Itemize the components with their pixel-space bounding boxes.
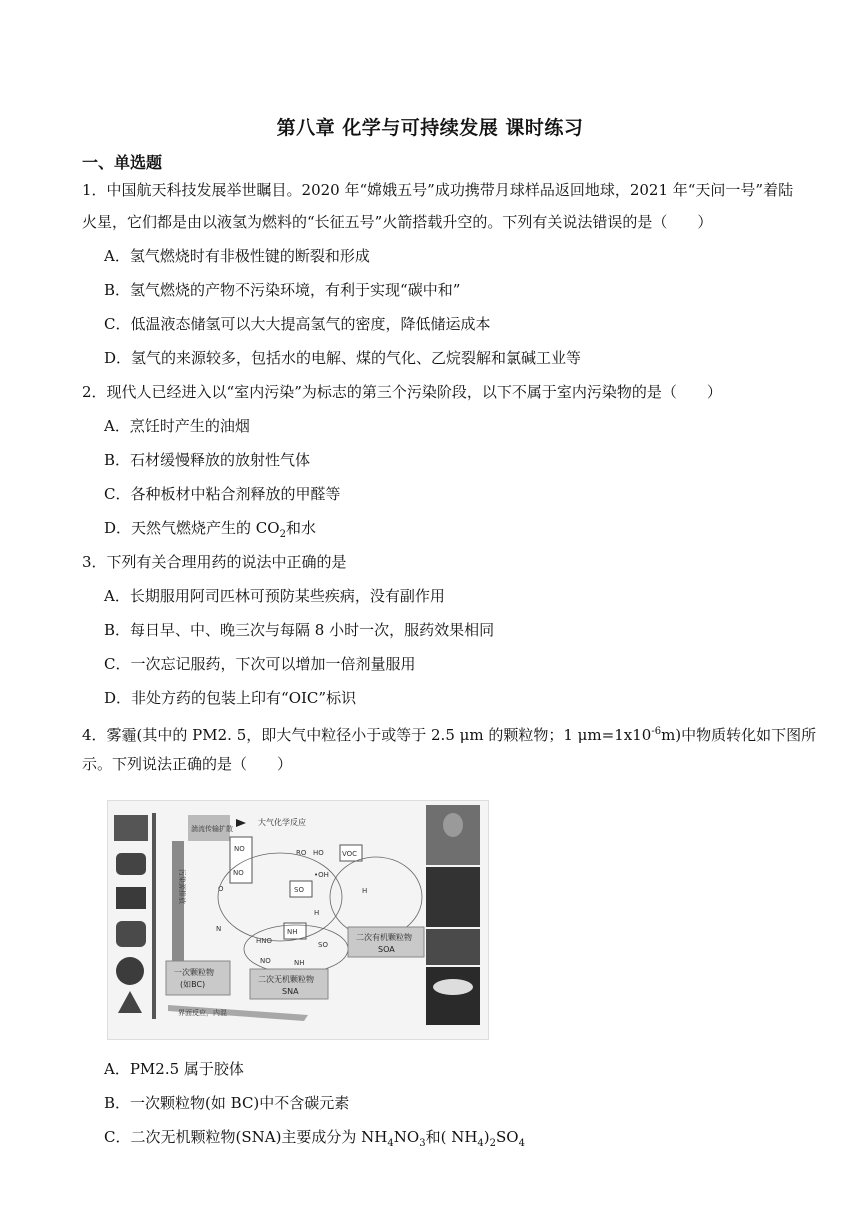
label-dilute: 湍流传输扩散	[191, 825, 233, 833]
q1-option-a: A．氢气燃烧时有非极性键的断裂和形成	[104, 247, 370, 265]
q4-stem-line1: 4．雾霾(其中的 PM2. 5，即大气中粒径小于或等于 2.5 μm 的颗粒物；1 $\mu m=1x10^{-6}m$)中物质转化如下图所	[82, 726, 817, 744]
svg-text:NO: NO	[233, 869, 244, 877]
q1-stem-line2: 火星，它们都是由以液氢为燃料的“长征五号”火箭搭载升空的。下列有关说法错误的是（ ）	[82, 213, 713, 231]
q3-option-d: D．非处方药的包装上印有“OIC”标识	[104, 689, 357, 707]
svg-text:N: N	[216, 925, 222, 933]
svg-text:NH: NH	[287, 928, 298, 936]
svg-text:NO: NO	[234, 845, 245, 853]
svg-text:•OH: •OH	[314, 871, 329, 879]
q1-option-b: B．氢气燃烧的产物不污染环境，有利于实现“碳中和”	[104, 281, 461, 299]
q4-option-c: C．二次无机颗粒物(SNA)主要成分为 $NH_4NO_3$和( $NH_4)_2SO_4$	[104, 1128, 525, 1149]
page-title: 第八章 化学与可持续发展 课时练习	[276, 117, 584, 139]
svg-text:SOA: SOA	[378, 945, 395, 954]
q1-option-c: C．低温液态储氢可以大大提高氢气的密度，降低储运成本	[104, 315, 491, 333]
svg-text:二次有机颗粒物: 二次有机颗粒物	[356, 933, 412, 942]
svg-text:HO: HO	[313, 849, 324, 857]
svg-text:(如BC): (如BC)	[180, 980, 206, 989]
label-interface: 界面反应，内混	[178, 1009, 227, 1017]
q4-option-b: B．一次颗粒物(如 BC)中不含碳元素	[104, 1094, 350, 1112]
svg-text:O: O	[218, 885, 224, 893]
svg-text:VOC: VOC	[342, 850, 358, 858]
section-heading: 一、单选题	[82, 153, 163, 172]
svg-text:HNO: HNO	[256, 937, 273, 945]
svg-text:RO: RO	[296, 849, 307, 857]
q2-option-b: B．石材缓慢释放的放射性气体	[104, 451, 311, 469]
q4-stem-line2: 示。下列说法正确的是（ ）	[82, 755, 293, 773]
svg-text:一次颗粒物: 一次颗粒物	[174, 968, 214, 977]
label-direct: 污染源排放	[178, 869, 186, 904]
q2-option-c: C．各种板材中粘合剂释放的甲醛等	[104, 485, 341, 503]
svg-text:NH: NH	[294, 959, 305, 967]
q1-option-d: D．氢气的来源较多，包括水的电解、煤的气化、乙烷裂解和氯碱工业等	[104, 349, 582, 367]
pollution-source-icons	[114, 815, 148, 1013]
effect-photos	[426, 805, 480, 1025]
label-atmos: 大气化学反应	[258, 818, 306, 827]
haze-transformation-figure	[107, 800, 489, 1040]
q1-stem-line1: 1．中国航天科技发展举世瞩目。2020 年“嫦娥五号”成功携带月球样品返回地球，2021 年“天问一号”着陆	[82, 181, 794, 199]
q3-option-b: B．每日早、中、晚三次与每隔 8 小时一次，服药效果相同	[104, 621, 495, 639]
svg-text:SO: SO	[318, 941, 328, 949]
svg-text:SNA: SNA	[282, 987, 299, 996]
svg-text:SO: SO	[294, 886, 304, 894]
q2-option-d: D．天然气燃烧产生的 $CO_2$和水	[104, 519, 316, 540]
haze-diagram	[108, 801, 488, 1039]
q4-option-a: A．PM2.5 属于胶体	[104, 1060, 244, 1078]
q3-option-c: C．一次忘记服药，下次可以增加一倍剂量服用	[104, 655, 416, 673]
q3-option-a: A．长期服用阿司匹林可预防某些疾病，没有副作用	[104, 587, 445, 605]
q2-option-a: A．烹饪时产生的油烟	[104, 417, 250, 435]
svg-text:NO: NO	[260, 957, 271, 965]
q3-stem: 3．下列有关合理用药的说法中正确的是	[82, 553, 347, 571]
svg-text:H: H	[362, 887, 368, 895]
q2-stem: 2．现代人已经进入以“室内污染”为标志的第三个污染阶段，以下不属于室内污染物的是（ ）	[82, 383, 722, 401]
svg-text:H: H	[314, 909, 320, 917]
svg-text:二次无机颗粒物: 二次无机颗粒物	[258, 975, 314, 984]
